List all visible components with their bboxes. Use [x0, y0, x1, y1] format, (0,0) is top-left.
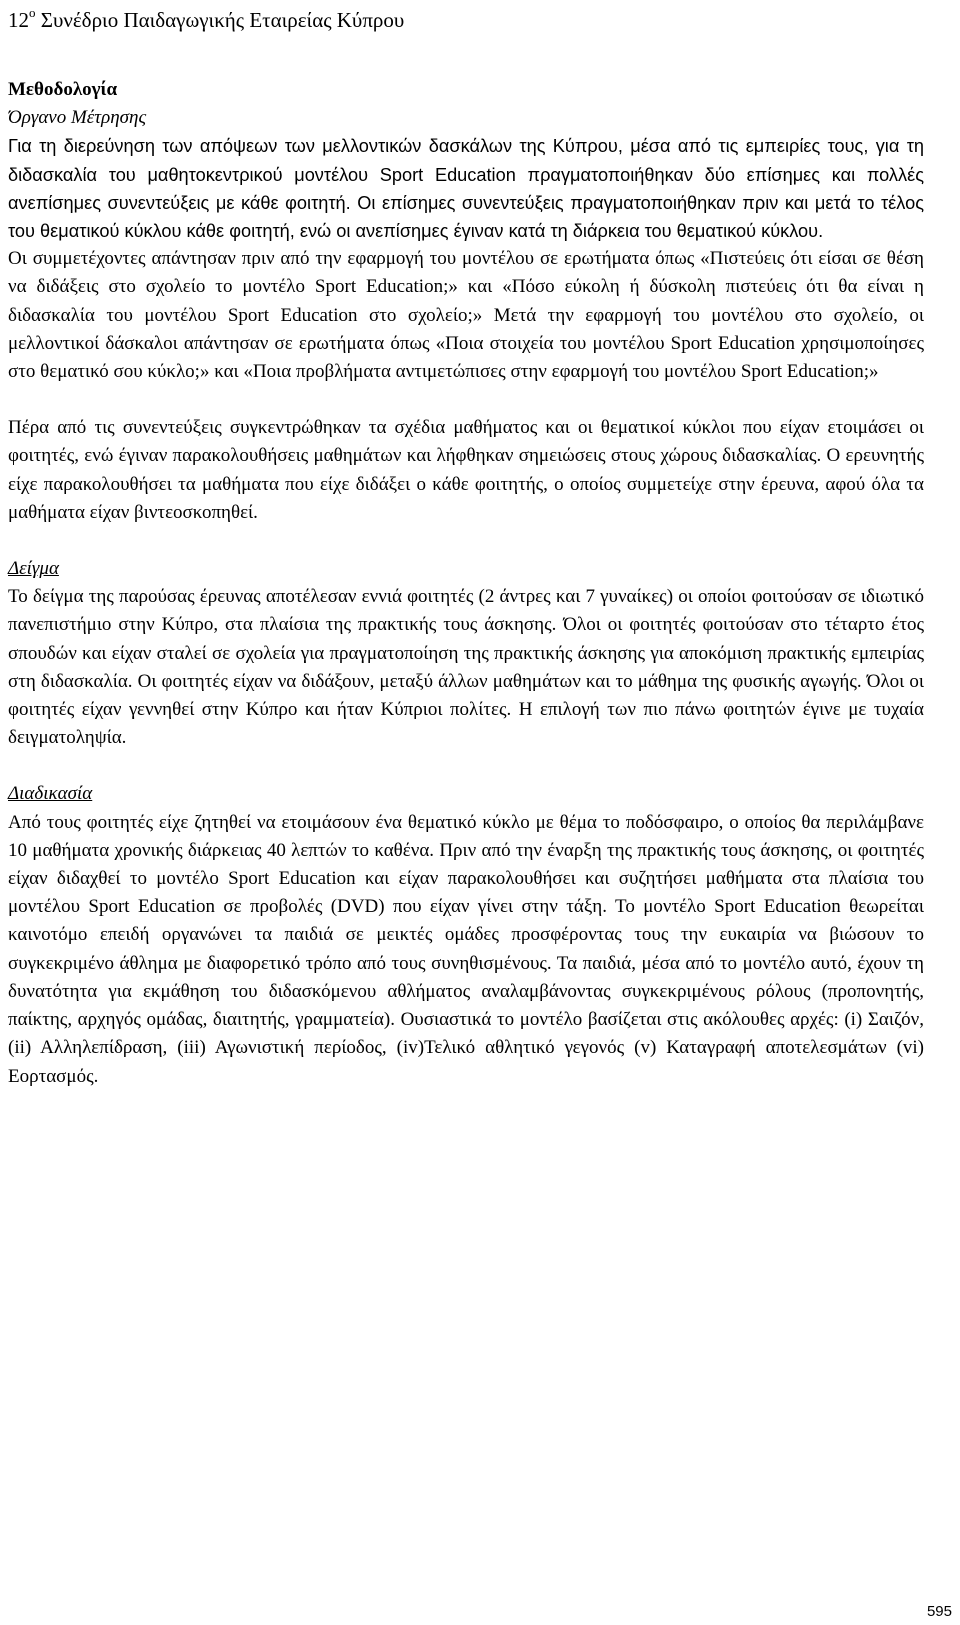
methodology-heading: Μεθοδολογία	[8, 79, 118, 100]
data-collection-paragraph: Πέρα από τις συνεντεύξεις συγκεντρώθηκαν τα σχέδια μαθήματος και οι θεματικοί κύκλοι που είχαν ετοιμάσει οι φοιτητές, ενώ έγιναν παρακολουθήσεις μαθημάτων και λήφθηκαν σημειώσεις στους χώρους διδασκαλίας. Ο ερευνητής είχε παρακολουθήσει τα μαθήματα που είχε διδάξει ο κάθε φοιτητής, ο οποίος συμμετείχε στην έρευνα, αφού όλα τα μαθήματα είχαν βιντεοσκοπηθεί.	[8, 417, 924, 523]
document-body	[8, 76, 924, 1091]
paragraph-gap	[8, 752, 924, 780]
instrument-subheading: Όργανο Μέτρησης	[8, 107, 147, 129]
procedure-paragraph: Από τους φοιτητές είχε ζητηθεί να ετοιμάσουν ένα θεματικό κύκλο με θέμα το ποδόσφαιρο, ο οποίος θα περιλάμβανε 10 μαθήματα χρονικής διάρκειας 40 λεπτών το καθένα. Πριν από την έναρξη της πρακτικής τους άσκησης, οι φοιτητές είχαν διδαχθεί το μοντέλο Sport Education και είχαν παρακολουθήσει και συζητήσει μαθήματα στα πλαίσια του μοντέλου Sport Education σε προβολές (DVD) που είχαν γίνει στην τάξη. Το μοντέλο Sport Education θεωρείται καινοτόμο επειδή οργανώνει τα παιδιά σε μεικτές ομάδες προσφέροντας τους την ευκαιρία να βιώσουν το συγκεκριμένο άθλημα με διαφορετικό τρόπο από τους συνηθισμένους. Τα παιδιά, μέσα από το μοντέλο αυτό, έχουν τη δυνατότητα για εκμάθηση του διδασκόμενου αθλήματος αναλαμβάνοντας συγκεκριμένους ρόλους (προπονητής, παίκτης, αρχηγός ομάδας, διαιτητής, γραμματεία). Ουσιαστικά το μοντέλο βασίζεται στις ακόλουθες αρχές: (i) Σαιζόν, (ii) Αλληλεπίδραση, (iii) Αγωνιστική περίοδος, (iv)Τελικό αθλητικό γεγονός (v) Καταγραφή αποτελεσμάτων (vi) Εορτασμός.	[8, 811, 924, 1087]
running-header	[8, 2, 404, 33]
paragraph-gap	[8, 527, 924, 555]
sample-heading: Δείγμα	[8, 558, 59, 580]
instrument-paragraph: Για τη διερεύνηση των απόψεων των μελλοντικών δασκάλων της Κύπρου, μέσα από τις εμπειρίες τους, για τη διδασκαλία του μαθητοκεντρικού μοντέλου Sport Education πραγματοποιήθηκαν δύο επίσημες και πολλές ανεπίσημες συνεντεύξεις με κάθε φοιτητή. Οι επίσημες συνεντεύξεις πραγματοποιήθηκαν πριν και μετά το τέλος του θεματικού κύκλου κάθε φοιτητή, ενώ οι ανεπίσημες έγιναν κατά τη διάρκεια του θεματικού κύκλου.	[8, 136, 924, 242]
procedure-heading: Διαδικασία	[8, 783, 93, 805]
page-number: 595	[926, 1603, 952, 1620]
conference-title: Συνέδριο Παιδαγωγικής Εταιρείας Κύπρου	[40, 8, 405, 32]
paragraph-gap	[8, 386, 924, 414]
ordinal-superscript: ο	[29, 5, 36, 20]
conference-number: 12	[8, 8, 29, 32]
sample-paragraph: Το δείγμα της παρούσας έρευνας αποτέλεσαν εννιά φοιτητές (2 άντρες και 7 γυναίκες) οι οποίοι φοιτούσαν σε ιδιωτικό πανεπιστήμιο στην Κύπρο, στα πλαίσια της πρακτικής τους άσκησης. Όλοι οι φοιτητές φοιτούσαν στο τέταρτο έτος σπουδών και είχαν σταλεί σε σχολεία για πραγματοποίηση της πρακτικής άσκησης για αποκόμιση πρακτικής εμπειρίας στη διδασκαλία. Οι φοιτητές είχαν να διδάξουν, μεταξύ άλλων μαθημάτων και το μάθημα της φυσικής αγωγής. Όλοι οι φοιτητές είχαν γεννηθεί στην Κύπρο και ήταν Κύπριοι πολίτες. Η επιλογή των πιο πάνω φοιτητών έγινε με τυχαία δειγματοληψία.	[8, 586, 924, 749]
questions-paragraph: Οι συμμετέχοντες απάντησαν πριν από την εφαρμογή του μοντέλου σε ερωτήματα όπως «Πιστεύεις ότι είσαι σε θέση να διδάξεις στο σχολείο το μοντέλο Sport Education;» και «Πόσο εύκολη ή δύσκολη πιστεύεις ότι θα είναι η διδασκαλία του μοντέλου Sport Education στο σχολείο;» Μετά την εφαρμογή του μοντέλου στο σχολείο, οι μελλοντικοί δάσκαλοι απάντησαν σε ερωτήματα όπως «Ποια στοιχεία του μοντέλου Sport Education χρησιμοποίησες στο θεματικό σου κύκλο;» και «Ποια προβλήματα αντιμετώπισες στην εφαρμογή του μοντέλου Sport Education;»	[8, 248, 924, 383]
